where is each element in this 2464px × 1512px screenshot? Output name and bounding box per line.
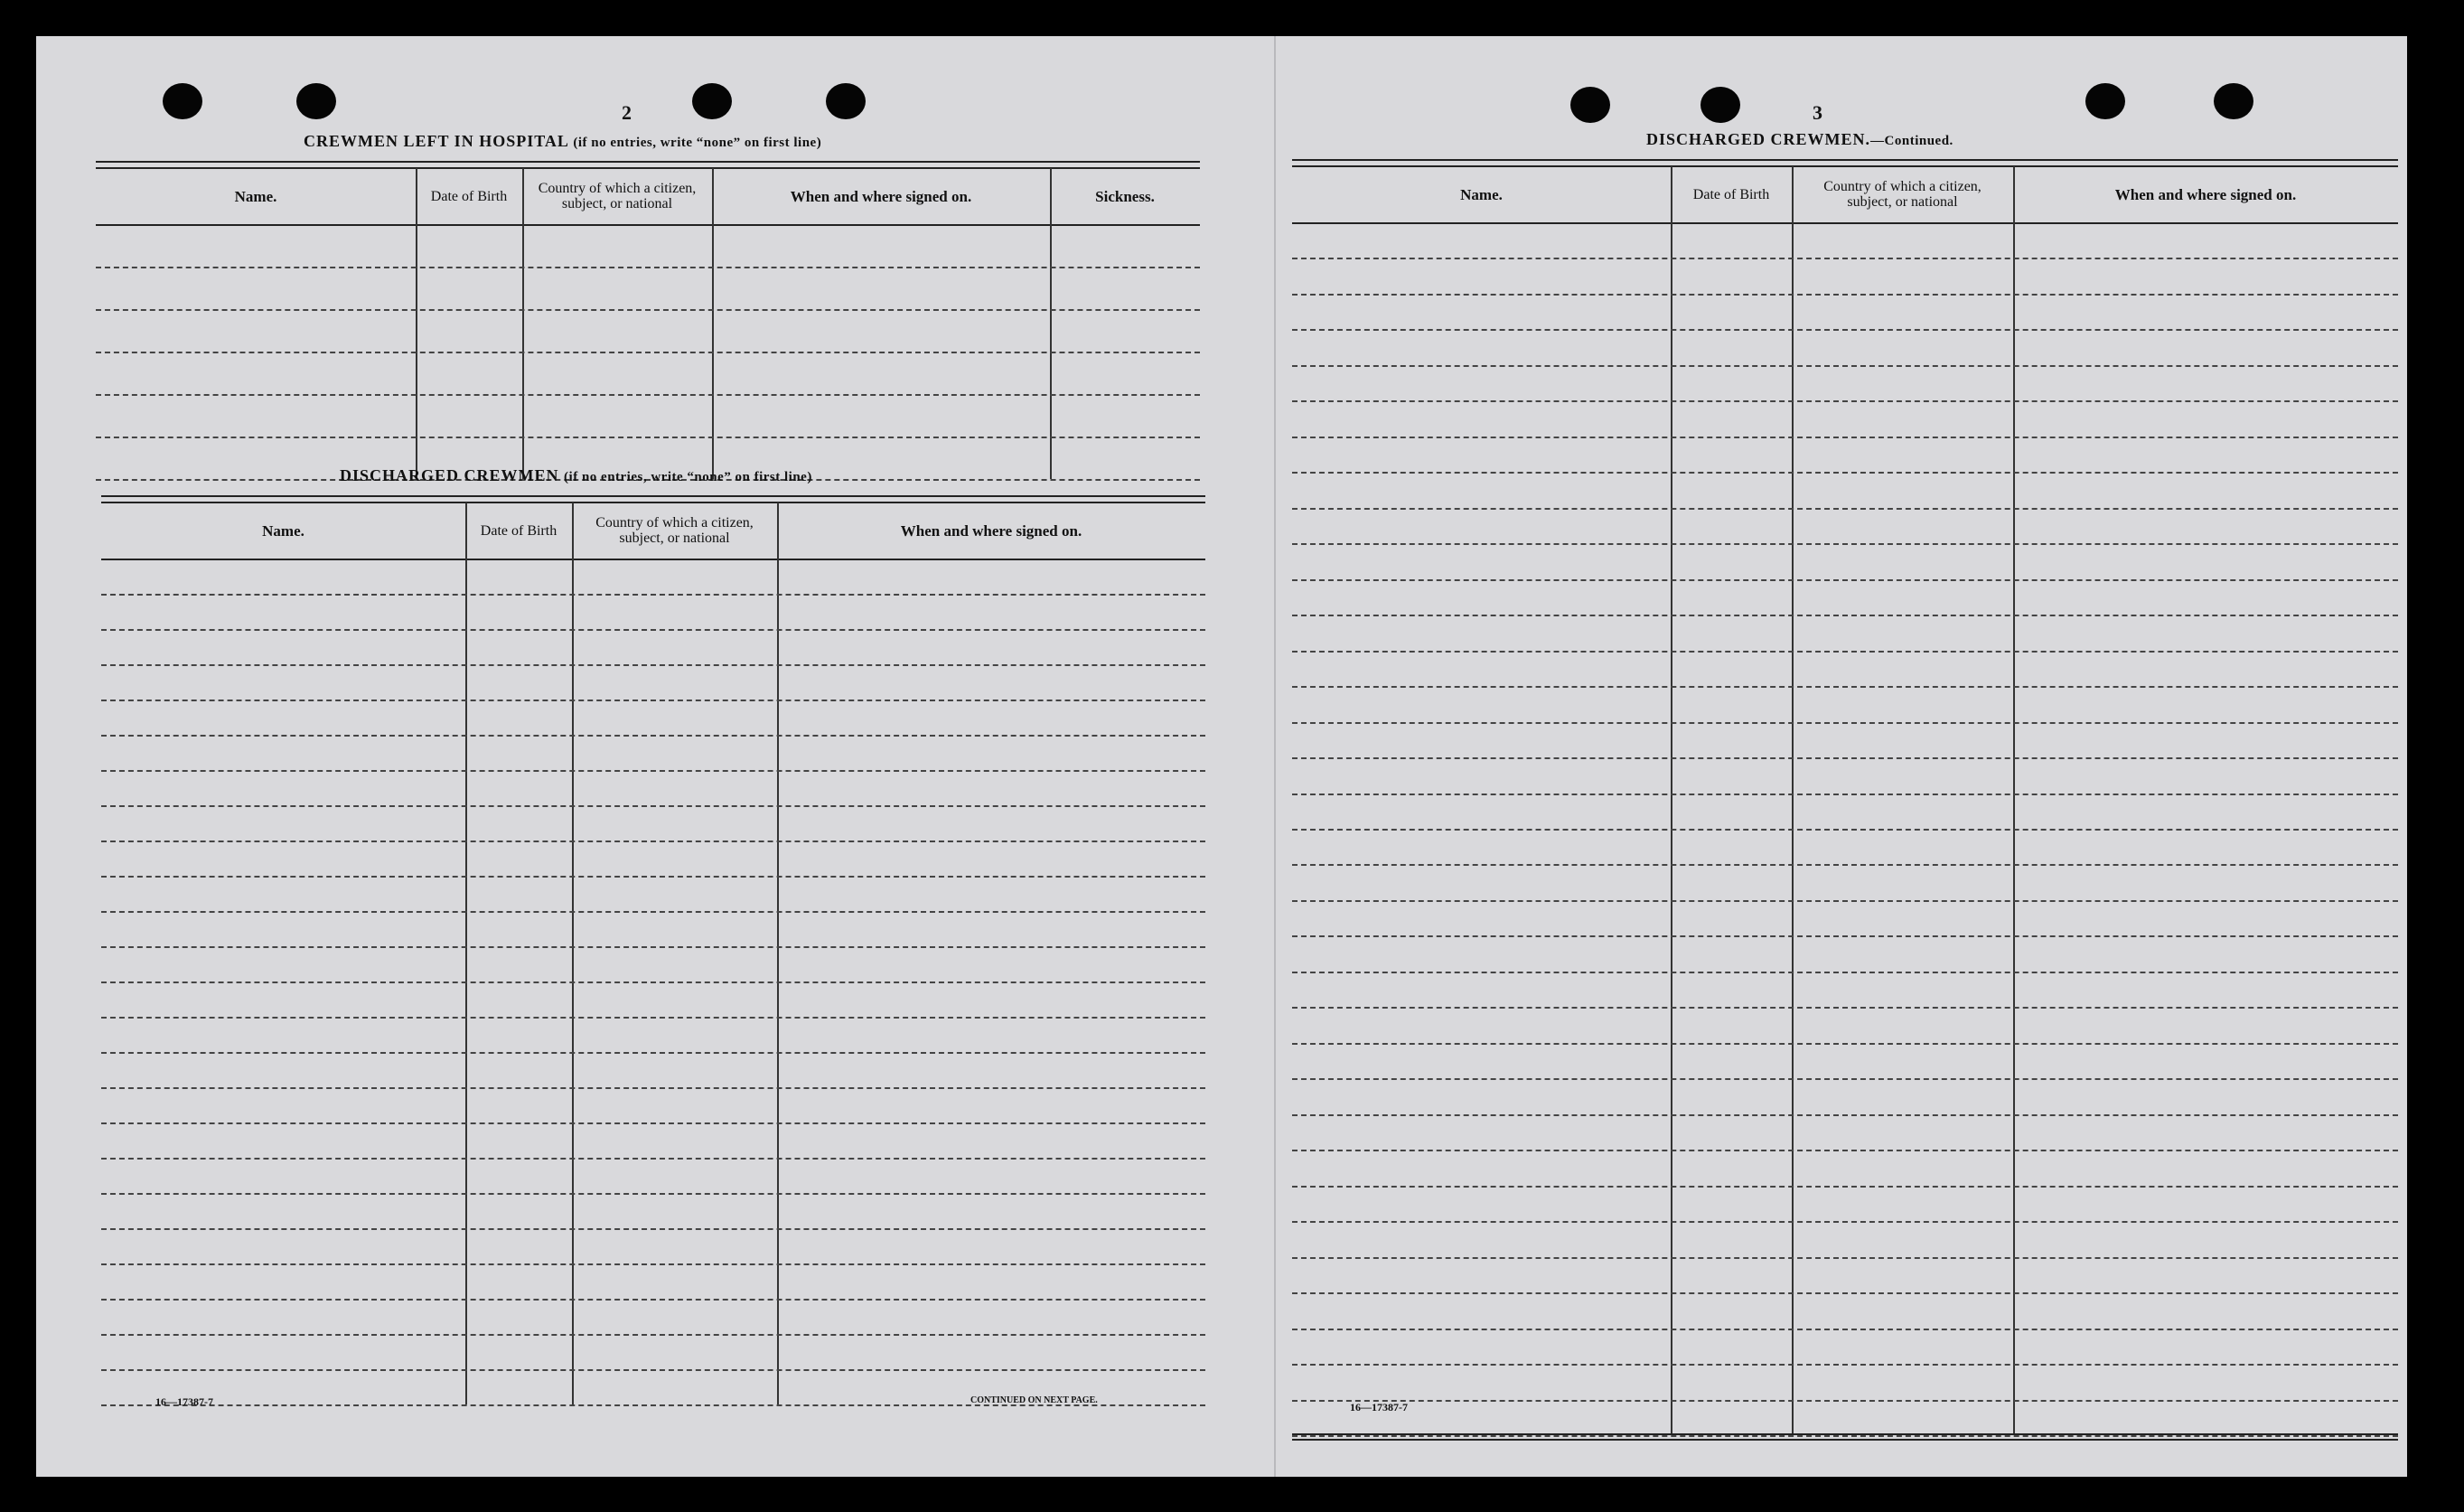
- table-row[interactable]: [1292, 972, 2398, 973]
- table-row[interactable]: [1292, 1364, 2398, 1366]
- form-number-right: 16—17387-7: [1350, 1401, 1408, 1413]
- table-row[interactable]: [101, 876, 1205, 878]
- table-row[interactable]: [1292, 794, 2398, 795]
- table-row[interactable]: [1292, 400, 2398, 402]
- table-row[interactable]: [101, 629, 1205, 631]
- column-divider: [1671, 166, 1672, 1435]
- table-row[interactable]: [1292, 864, 2398, 866]
- table-row[interactable]: [96, 352, 1200, 353]
- punch-hole: [826, 83, 866, 119]
- page-number-left: 2: [622, 101, 632, 124]
- column-header-country: Country of which a citizen, subject, or national: [538, 181, 697, 211]
- table-row[interactable]: [1292, 437, 2398, 438]
- table-row[interactable]: [101, 770, 1205, 772]
- column-divider: [416, 168, 417, 479]
- table-row[interactable]: [1292, 1221, 2398, 1223]
- table-row[interactable]: [1292, 935, 2398, 937]
- table-row[interactable]: [101, 1228, 1205, 1230]
- table-row[interactable]: [101, 841, 1205, 842]
- punch-hole: [2214, 83, 2253, 119]
- table-row[interactable]: [1292, 1400, 2398, 1402]
- column-header-name: Name.: [234, 187, 277, 205]
- table-row[interactable]: [1292, 365, 2398, 367]
- table-row[interactable]: [1292, 329, 2398, 331]
- column-header-date-of-birth: Date of Birth: [1692, 186, 1770, 202]
- table-row[interactable]: [101, 594, 1205, 596]
- discharged-continued-title: DISCHARGED CREWMEN.—Continued.: [1646, 130, 1953, 148]
- column-header-signed-on: When and where signed on.: [2114, 185, 2297, 203]
- table-row[interactable]: [1292, 1114, 2398, 1116]
- column-divider: [522, 168, 524, 479]
- table-row[interactable]: [96, 394, 1200, 396]
- table-row[interactable]: [1292, 722, 2398, 724]
- table-row[interactable]: [1292, 543, 2398, 545]
- column-divider: [1050, 168, 1052, 479]
- column-header-country: Country of which a citizen, subject, or national: [595, 515, 754, 546]
- table-row[interactable]: [1292, 294, 2398, 296]
- discharged-right-table: [1292, 159, 2398, 1435]
- discharged-section-title: DISCHARGED CREWMEN (if no entries, write “none” on first line): [340, 466, 812, 484]
- column-divider: [1792, 166, 1794, 1435]
- table-row[interactable]: [1292, 1078, 2398, 1080]
- table-row[interactable]: [1292, 1043, 2398, 1045]
- table-row[interactable]: [1292, 829, 2398, 831]
- punch-hole: [1570, 87, 1610, 123]
- column-header-sickness: Sickness.: [1095, 187, 1155, 205]
- table-row[interactable]: [1292, 900, 2398, 902]
- table-row[interactable]: [101, 1369, 1205, 1371]
- table-row[interactable]: [96, 309, 1200, 311]
- table-row[interactable]: [1292, 686, 2398, 688]
- table-row[interactable]: [101, 1158, 1205, 1160]
- table-row[interactable]: [96, 267, 1200, 268]
- form-number-left: 16—17387-7: [155, 1395, 213, 1408]
- table-row[interactable]: [101, 735, 1205, 737]
- punch-hole: [163, 83, 202, 119]
- table-row[interactable]: [101, 1299, 1205, 1301]
- punch-hole: [692, 83, 732, 119]
- table-row[interactable]: [101, 1193, 1205, 1195]
- column-header-date-of-birth: Date of Birth: [430, 188, 508, 204]
- table-row[interactable]: [1292, 615, 2398, 616]
- column-header-signed-on: When and where signed on.: [790, 187, 972, 205]
- table-row[interactable]: [101, 805, 1205, 807]
- column-divider: [572, 502, 574, 1404]
- table-row[interactable]: [1292, 1257, 2398, 1259]
- table-row[interactable]: [101, 1263, 1205, 1265]
- continued-note: CONTINUED ON NEXT PAGE.: [970, 1395, 1098, 1405]
- column-header-date-of-birth: Date of Birth: [480, 522, 557, 539]
- table-row[interactable]: [1292, 508, 2398, 510]
- table-row[interactable]: [1292, 1186, 2398, 1188]
- table-row[interactable]: [1292, 1329, 2398, 1330]
- table-row[interactable]: [101, 946, 1205, 948]
- column-divider: [2013, 166, 2015, 1435]
- header-underline: [1292, 222, 2398, 224]
- punch-hole: [2085, 83, 2125, 119]
- table-row[interactable]: [101, 911, 1205, 913]
- page-fold: [1274, 36, 1276, 1477]
- punch-hole: [296, 83, 336, 119]
- table-row[interactable]: [96, 437, 1200, 438]
- column-divider: [712, 168, 714, 479]
- column-divider: [465, 502, 467, 1404]
- column-header-signed-on: When and where signed on.: [900, 521, 1082, 540]
- table-row[interactable]: [1292, 258, 2398, 259]
- column-header-name: Name.: [262, 521, 304, 540]
- table-row[interactable]: [101, 981, 1205, 983]
- discharged-left-table: [101, 495, 1205, 1404]
- column-header-name: Name.: [1460, 185, 1503, 203]
- table-row[interactable]: [1292, 1150, 2398, 1151]
- form-sheet: [36, 36, 2407, 1477]
- table-row[interactable]: [101, 1122, 1205, 1124]
- table-row[interactable]: [1292, 1007, 2398, 1009]
- table-row[interactable]: [1292, 579, 2398, 581]
- column-header-country: Country of which a citizen, subject, or national: [1823, 179, 1982, 210]
- table-row[interactable]: [101, 1017, 1205, 1019]
- table-row[interactable]: [101, 700, 1205, 701]
- table-row[interactable]: [1292, 757, 2398, 759]
- table-row[interactable]: [1292, 651, 2398, 653]
- table-bottom-rule: [1292, 1433, 2398, 1441]
- table-row[interactable]: [101, 1087, 1205, 1089]
- table-row[interactable]: [101, 1334, 1205, 1336]
- header-underline: [96, 224, 1200, 226]
- table-row[interactable]: [1292, 1292, 2398, 1294]
- table-row[interactable]: [101, 1052, 1205, 1054]
- page-number-right: 3: [1813, 101, 1822, 124]
- table-row[interactable]: [101, 664, 1205, 666]
- punch-hole: [1700, 87, 1740, 123]
- hospital-section-title: CREWMEN LEFT IN HOSPITAL (if no entries, write “none” on first line): [304, 132, 822, 150]
- header-underline: [101, 559, 1205, 560]
- column-divider: [777, 502, 779, 1404]
- hospital-table: [96, 161, 1200, 479]
- table-row[interactable]: [1292, 472, 2398, 474]
